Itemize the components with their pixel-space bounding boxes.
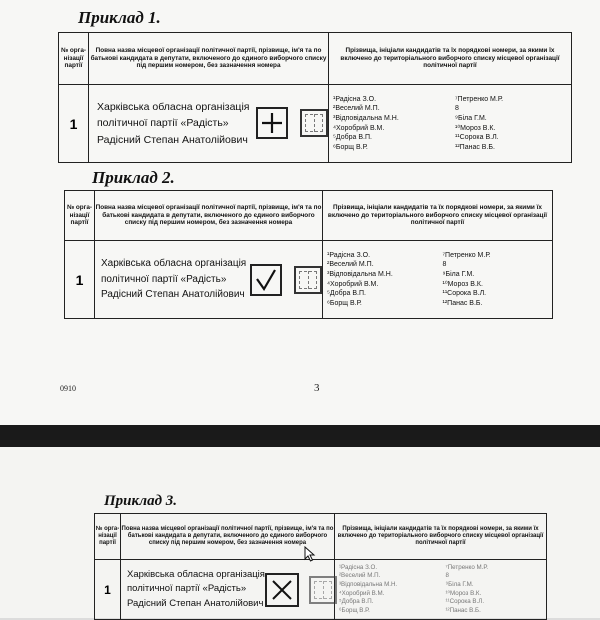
ballot-example-1 — [58, 32, 572, 163]
header-number: № орга-нізації партії — [59, 33, 89, 85]
page-number: 3 — [314, 382, 320, 394]
candidate-list: ¹Радісна З.О. ⁷Петренко М.Р. ²Веселий М.П. 8 ³Відповідальна М.Н. ⁹Біла Г.М. ⁴Хоробрий В.М. ¹⁰Мороз В.К. ⁵Добра В.П. ¹¹Сорока В.Л. ⁶Борщ В.Р. ¹²Панас В.Б. — [333, 95, 504, 151]
page-separator — [0, 425, 600, 447]
candidate-list: ¹Радісна З.О. ⁷Петренко М.Р. ²Веселий М.П. 8 ³Відповідальна М.Н. ⁹Біла Г.М. ⁴Хоробрий В.М. ¹⁰Мороз В.К. ⁵Добра В.П. ¹¹Сорока В.Л. ⁶Борщ В.Р. ¹²Панас В.Б. — [339, 563, 489, 614]
party-leader: Радісний Степан Анатолійович — [127, 597, 264, 609]
party-name-line1: Харківська обласна організація — [97, 101, 250, 114]
party-name-line1: Харківська обласна організація — [101, 258, 247, 270]
header-candidates: Прізвища, ініціали кандидатів та їх порядкові номери, за якими їх включено до територіального виборчого списку місцевої організації політичної партії — [335, 514, 547, 560]
document-code: 0910 — [60, 384, 76, 393]
party-name-line2: політичної партії «Радість» — [101, 273, 227, 285]
qr-code-icon — [300, 109, 328, 137]
header-party: Повна назва місцевої організації політичної партії, прізвище, ім'я та по батькові кандидата в депутати, включеного до єдиного виборчого списку під першим номером, без зазначення номера — [89, 33, 329, 85]
example-2-title: Приклад 2. — [92, 168, 175, 187]
candidate-list: ¹Радісна З.О. ⁷Петренко М.Р. ²Веселий М.П. 8 ³Відповідальна М.Н. ⁹Біла Г.М. ⁴Хоробрий В.М. ¹⁰Мороз В.К. ⁵Добра В.П. ¹¹Сорока В.Л. ⁶Борщ В.Р. ¹²Панас В.Б. — [327, 251, 491, 307]
header-party: Повна назва місцевої організації політичної партії, прізвище, ім'я та по батькові кандидата в депутати, включеного до єдиного виборчого списку під першим номером, без зазначення номера — [95, 191, 323, 241]
ballot-example-3 — [94, 513, 547, 620]
qr-code-icon — [294, 266, 322, 294]
party-number: 1 — [59, 85, 89, 163]
check-mark-box[interactable] — [250, 264, 282, 296]
party-leader: Радісний Степан Анатолійович — [97, 133, 248, 146]
header-candidates: Прізвища, ініціали кандидатів та їх порядкові номери, за якими їх включено до територіального виборчого списку місцевої організації політичної партії — [329, 33, 572, 85]
mouse-cursor-icon — [304, 546, 316, 562]
cross-mark-icon — [267, 575, 297, 605]
check-mark-icon — [252, 266, 280, 294]
party-name-line2: політичної партії «Радість» — [97, 117, 229, 130]
header-number: № орга-нізації партії — [65, 191, 95, 241]
document-page-4 — [0, 447, 600, 618]
header-party: Повна назва місцевої організації політичної партії, прізвище, ім'я та по батькові кандидата в депутати, включеного до єдиного виборчого списку під першим номером, без зазначення номера — [121, 514, 335, 560]
plus-mark-box[interactable] — [256, 107, 288, 139]
party-number: 1 — [65, 241, 95, 319]
party-name-line2: політичної партії «Радість» — [127, 583, 247, 595]
example-1-title: Приклад 1. — [78, 8, 161, 27]
plus-mark-icon — [258, 109, 286, 137]
ballot-example-2 — [64, 190, 553, 319]
party-name-line1: Харківська обласна організація — [127, 569, 265, 581]
cross-mark-box[interactable] — [265, 573, 299, 607]
example-3-title: Приклад 3. — [104, 493, 178, 509]
party-leader: Радісний Степан Анатолійович — [101, 289, 245, 301]
party-number: 1 — [95, 560, 121, 620]
header-number: № орга-нізації партії — [95, 514, 121, 560]
header-candidates: Прізвища, ініціали кандидатів та їх порядкові номери, за якими їх включено до територіального виборчого списку місцевої організації політичної партії — [323, 191, 553, 241]
qr-code-icon — [309, 576, 337, 604]
